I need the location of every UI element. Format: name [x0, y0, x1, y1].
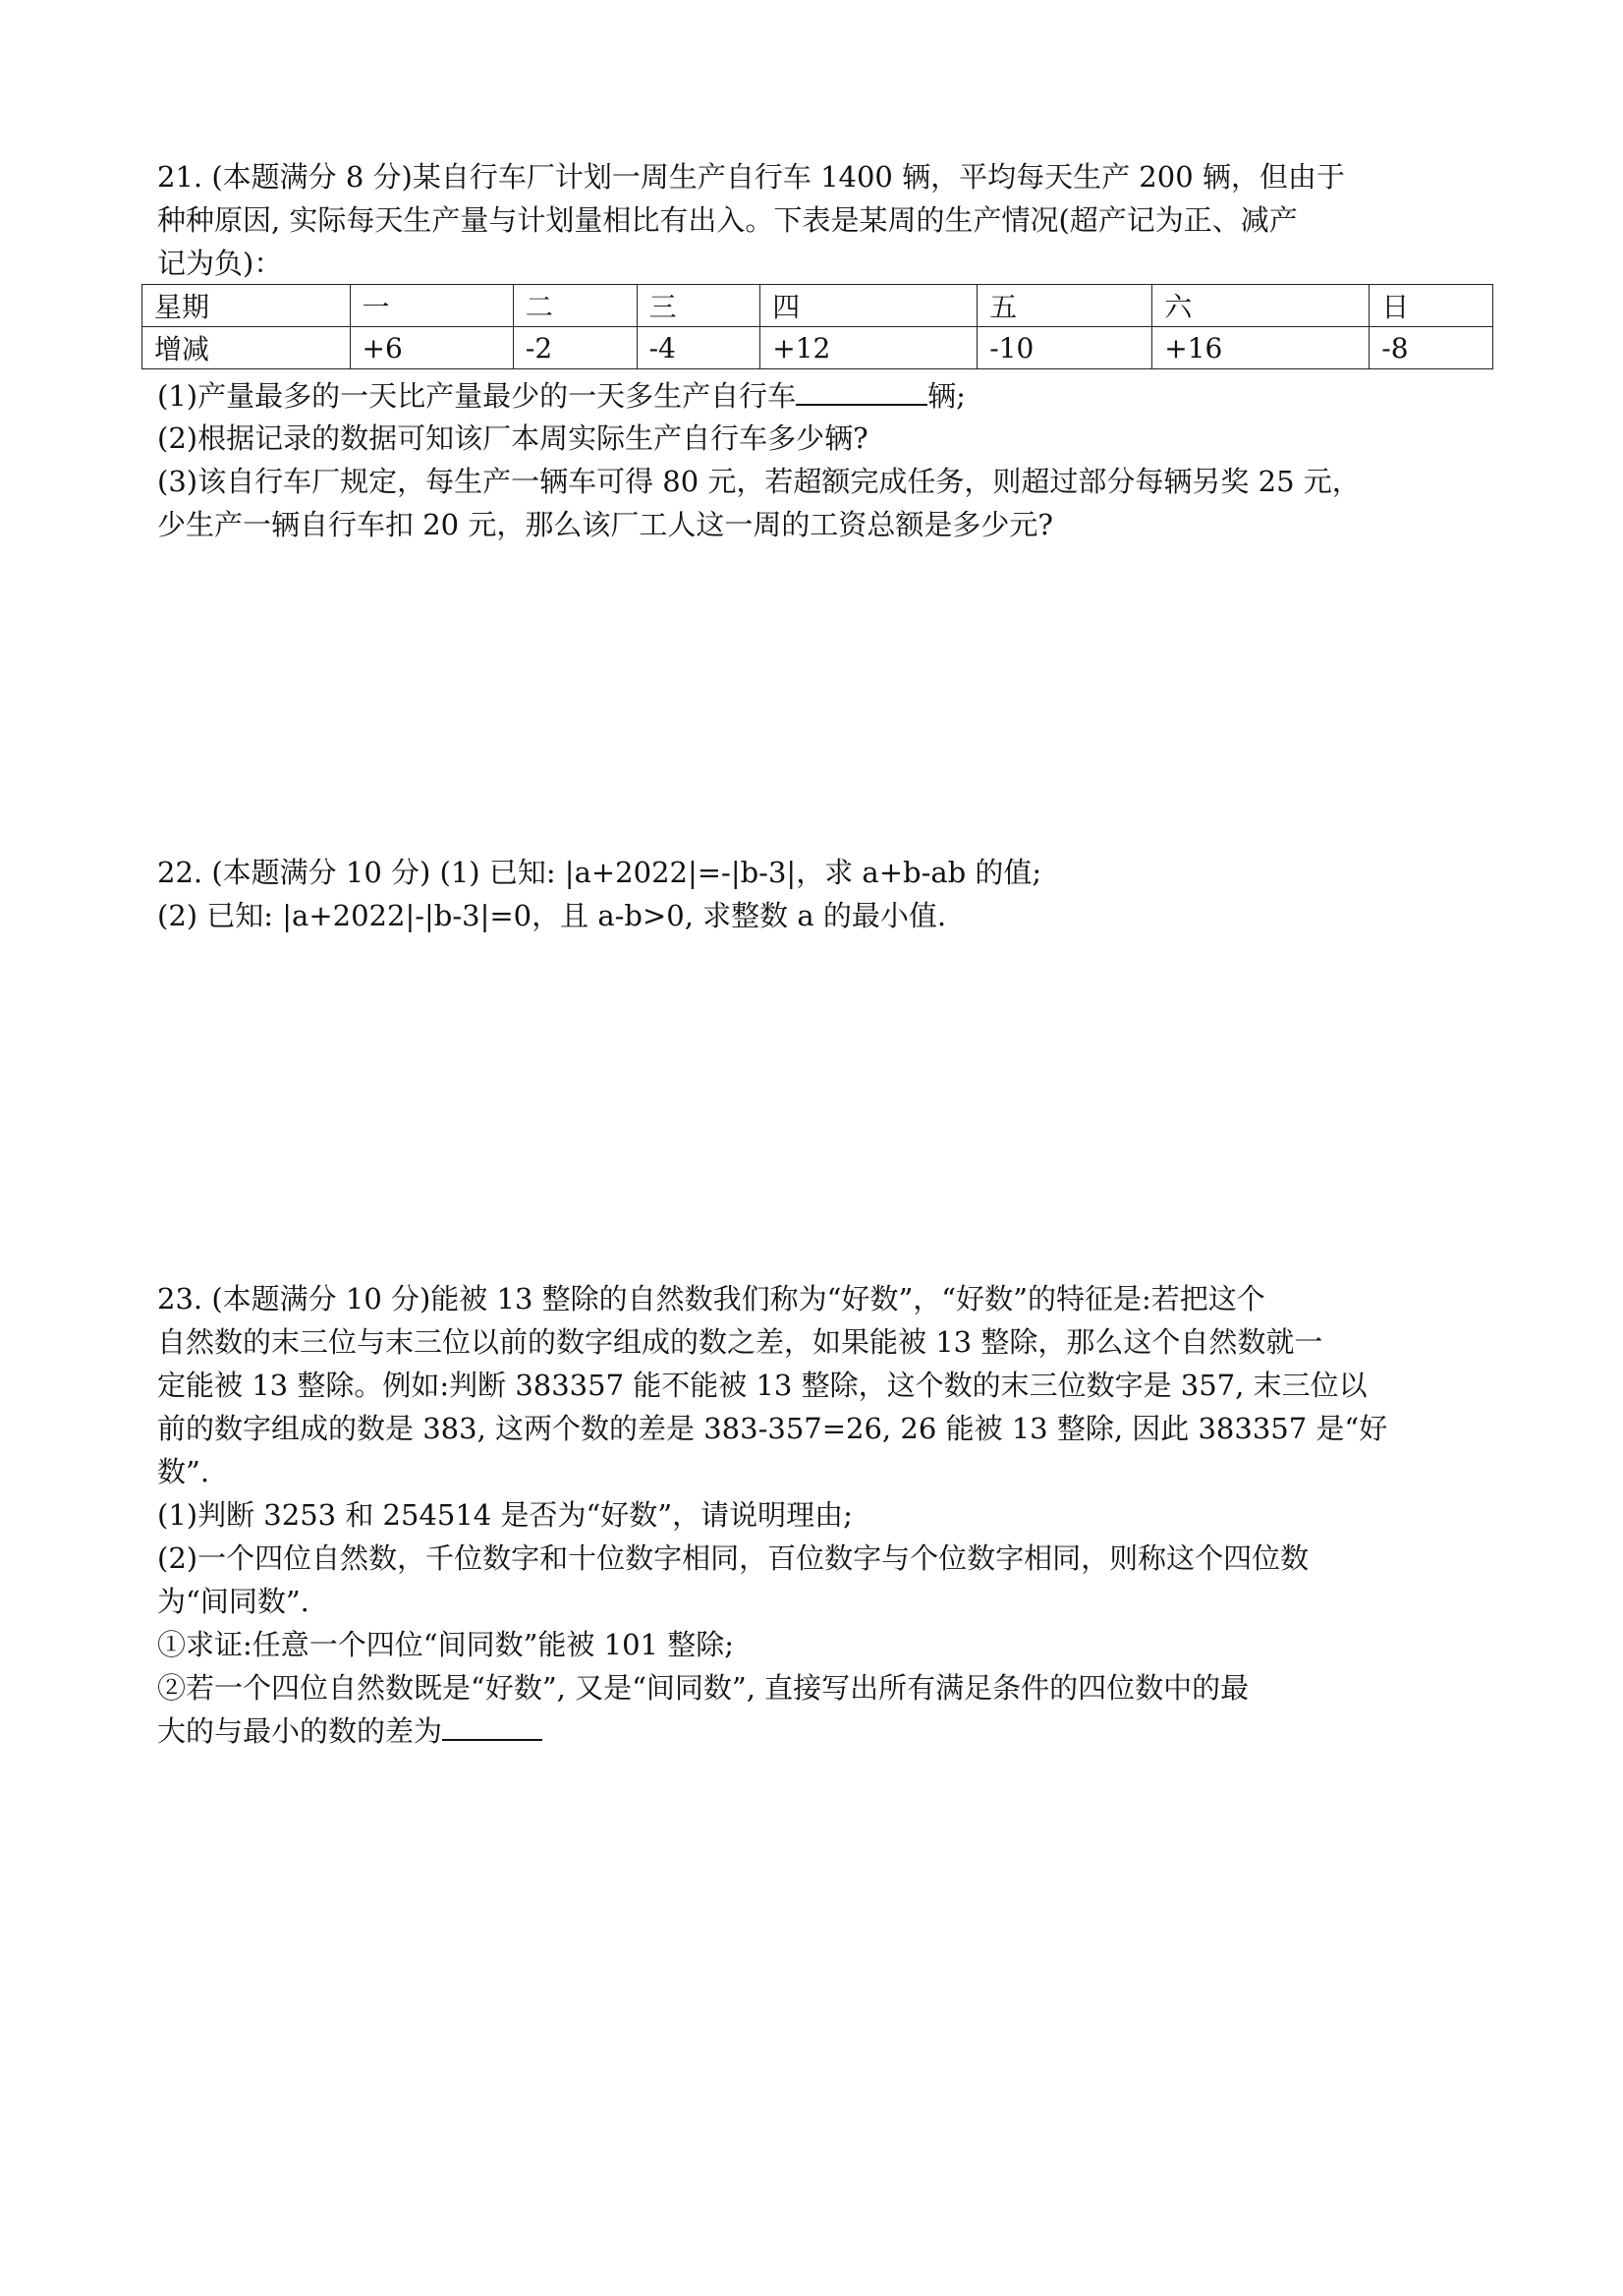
q22-line-1: 22. (本题满分 10 分) (1) 已知: |a+2022|=-|b-3|，求 a+b-ab 的值;	[157, 856, 1042, 889]
q23-line-7: (2)一个四位自然数，千位数字和十位数字相同，百位数字与个位数字相同，则称这个四位数	[157, 1541, 1310, 1575]
table-row-changes	[142, 327, 1493, 369]
production-table	[141, 284, 1493, 369]
q23-line-2: 自然数的末三位与末三位以前的数字组成的数之差，如果能被 13 整除，那么这个自然数就一	[157, 1325, 1323, 1359]
q23-line-4: 前的数字组成的数是 383, 这两个数的差是 383-357=26, 26 能被 13 整除, 因此 383357 是“好	[157, 1412, 1388, 1445]
answer-blank[interactable]	[442, 1709, 542, 1741]
table-cell-change: -8	[1370, 327, 1493, 369]
q21-intro-line-2: 种种原因, 实际每天生产量与计划量相比有出入。下表是某周的生产情况(超产记为正、减产	[157, 203, 1298, 237]
table-cell-change: +16	[1152, 327, 1370, 369]
table-cell-day: 六	[1152, 285, 1370, 327]
q21-part2: (2)根据记录的数据可知该厂本周实际生产自行车多少辆?	[157, 421, 868, 455]
q23-line-9: ①求证:任意一个四位“间同数”能被 101 整除;	[157, 1628, 734, 1661]
q23-line-8: 为“间同数”.	[157, 1585, 309, 1618]
q23-line-1: 23. (本题满分 10 分)能被 13 整除的自然数我们称为“好数”，“好数”的特征是:若把这个	[157, 1282, 1265, 1316]
q21-intro-line-1: 21. (本题满分 8 分)某自行车厂计划一周生产自行车 1400 辆，平均每天生产 200 辆，但由于	[157, 160, 1345, 194]
table-cell-day: 四	[760, 285, 978, 327]
row-header-weekday: 星期	[142, 285, 351, 327]
table-cell-day: 一	[350, 285, 513, 327]
q21-part1-text: (1)产量最多的一天比产量最少的一天多生产自行车	[157, 379, 797, 413]
table-cell-change: +6	[350, 327, 513, 369]
q22-line-2: (2) 已知: |a+2022|-|b-3|=0，且 a-b>0, 求整数 a 的最小值.	[157, 899, 947, 932]
table-cell-change: -10	[978, 327, 1152, 369]
table-cell-change: -2	[513, 327, 637, 369]
table-cell-day: 五	[978, 285, 1152, 327]
q23-line-3: 定能被 13 整除。例如:判断 383357 能不能被 13 整除，这个数的末三位数字是 357, 末三位以	[157, 1369, 1368, 1402]
q21-part1	[157, 374, 966, 418]
row-header-change: 增减	[142, 327, 351, 369]
table-cell-change: +12	[760, 327, 978, 369]
q23-last-line-text: 大的与最小的数的差为	[157, 1714, 443, 1748]
table-cell-change: -4	[637, 327, 760, 369]
answer-blank[interactable]	[796, 374, 927, 406]
q21-part3-line-1: (3)该自行车厂规定，每生产一辆车可得 80 元，若超额完成任务，则超过部分每辆另奖 25 元，	[157, 465, 1361, 498]
table-cell-day: 三	[637, 285, 760, 327]
table-cell-day: 日	[1370, 285, 1493, 327]
q23-line-6: (1)判断 3253 和 254514 是否为“好数”，请说明理由;	[157, 1498, 853, 1532]
q21-intro-line-3: 记为负)：	[157, 247, 283, 280]
table-row-days	[142, 285, 1493, 327]
q21-part1-unit: 辆;	[927, 379, 966, 413]
q23-line-10: ②若一个四位自然数既是“好数”, 又是“间同数”, 直接写出所有满足条件的四位数中的最	[157, 1671, 1250, 1705]
table-cell-day: 二	[513, 285, 637, 327]
q23-line-11	[157, 1709, 542, 1753]
q23-line-5: 数”.	[157, 1455, 210, 1488]
q21-part3-line-2: 少生产一辆自行车扣 20 元，那么该厂工人这一周的工资总额是多少元?	[157, 508, 1053, 541]
